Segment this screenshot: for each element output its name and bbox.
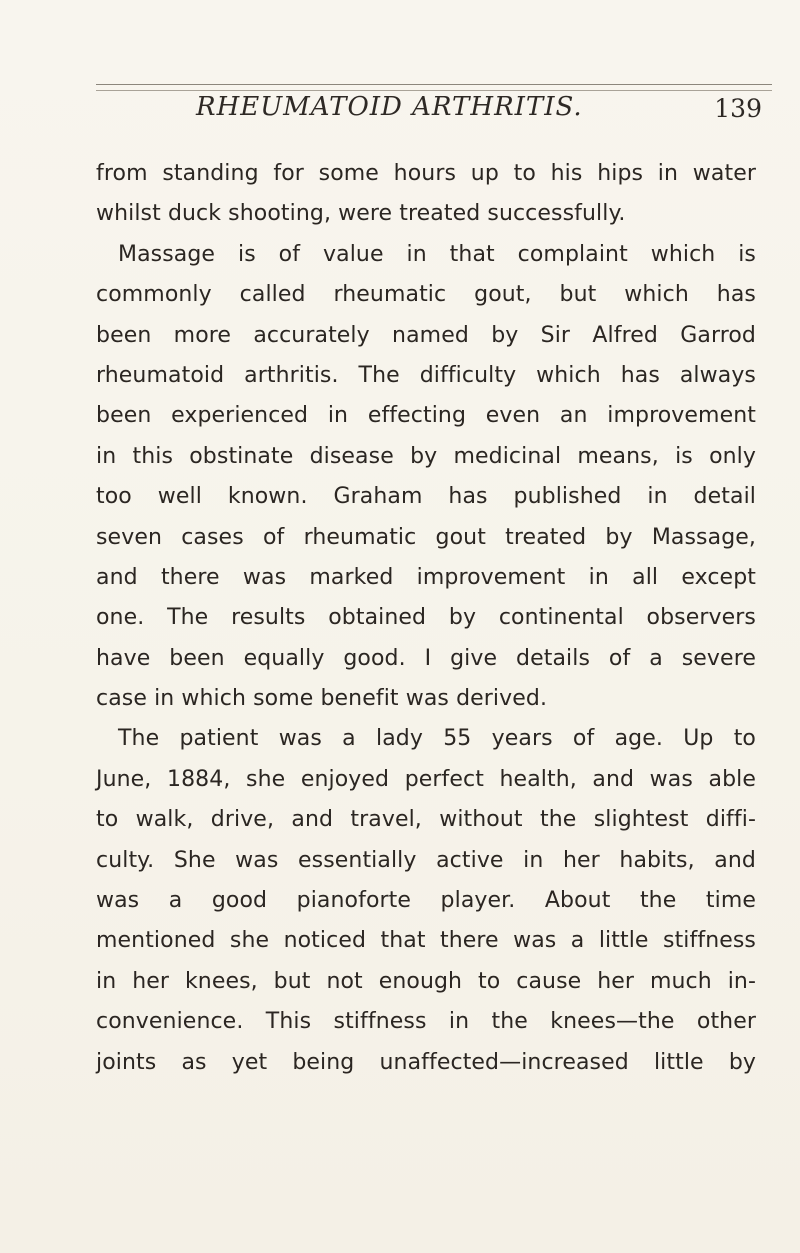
text-line: in her knees, but not enough to cause her much in- [96,968,756,994]
text-line: Massage is of value in that complaint which is [118,241,756,267]
running-title: RHEUMATOID ARTHRITIS. [196,92,583,122]
text-line: have been equally good. I give details of a severe [96,645,756,671]
text-line: was a good pianoforte player. About the time [96,888,756,914]
text-line: seven cases of rheumatic gout treated by Massage, [96,524,756,550]
body-text [96,154,756,1083]
text-line: commonly called rheumatic gout, but which has [96,282,756,308]
text-line: been experienced in effecting even an improvement [96,403,756,429]
text-line: in this obstinate disease by medicinal means, is only [96,443,756,469]
text-line: joints as yet being unaffected—increased little by [96,1049,756,1075]
text-line: been more accurately named by Sir Alfred Garrod [96,322,756,348]
text-line: too well known. Graham has published in detail [96,484,756,510]
text-line: culty. She was essentially active in her habits, and [96,847,756,873]
running-head [96,92,772,132]
text-line: June, 1884, she enjoyed perfect health, and was able [96,766,756,792]
text-line: whilst duck shooting, were treated successfully. [96,201,626,227]
text-line: The patient was a lady 55 years of age. Up to [118,726,756,752]
text-line: mentioned she noticed that there was a little stiffness [96,928,756,954]
header-rule-bottom [96,90,772,91]
page-number: 139 [714,94,762,123]
text-line: case in which some benefit was derived. [96,686,548,712]
text-line: from standing for some hours up to his hips in water [96,161,756,186]
text-line: one. The results obtained by continental observers [96,605,756,631]
text-line: to walk, drive, and travel, without the slightest diffi- [96,807,756,833]
text-line: and there was marked improvement in all except [96,564,756,590]
header-rule-top [96,84,772,85]
text-line: rheumatoid arthritis. The difficulty which has always [96,362,756,388]
text-line: convenience. This stiffness in the knees—the other [96,1009,756,1035]
